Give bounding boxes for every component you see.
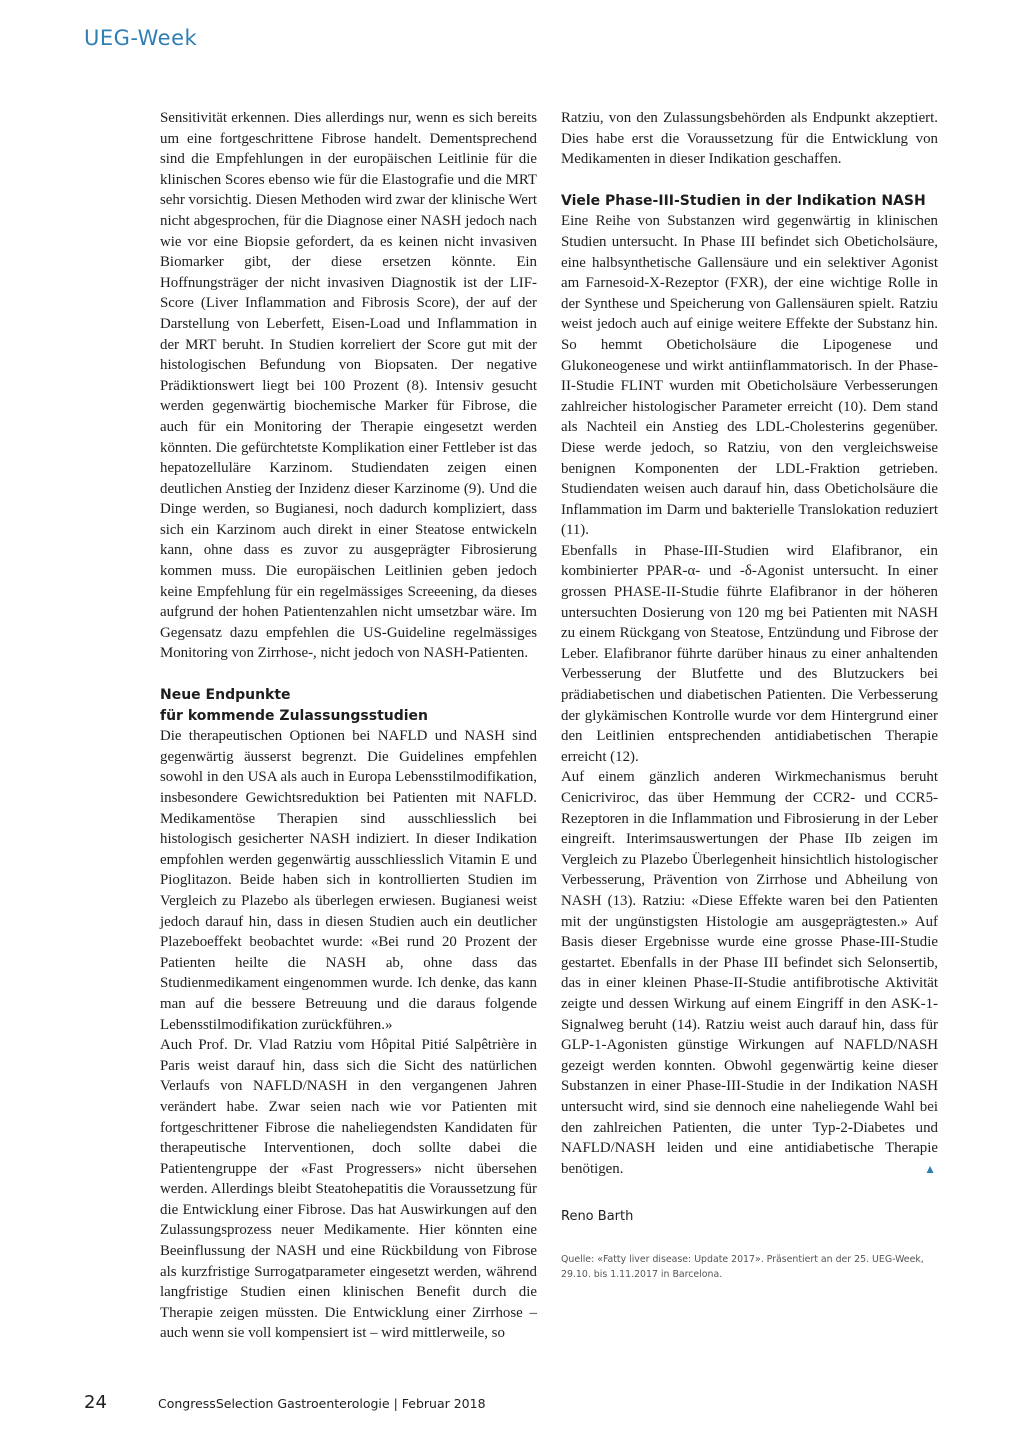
body-paragraph — [561, 767, 938, 1179]
author: Reno Barth — [561, 1209, 634, 1225]
body-paragraph: Sensitivität erkennen. Dies allerdings nur, wenn es sich bereits um eine fortgeschrittene Fibrose handelt. Dementsprechend sind die Empfehlungen in der europäischen Leitlinie für die klinischen Scores ebenso wie für die Elastografie und die MRT sehr vorsichtig. Diesen Methoden wird zwar der klinische Wert nicht abgesprochen, für die Diagnose einer NASH jedoch nach wie vor eine Biopsie gefordert, da es keinen nicht invasiven Biomarker gibt, der diese ersetzen könnte. Ein Hoffnungsträger der nicht invasiven Diagnostik ist der LIF-Score (Liver Inflammation and Fibrosis Score), der auf der Darstellung von Leberfett, Eisen-Load und Inflammation in der MRT beruht. In Studien korreliert der Score gut mit der histologischen Befundung von Biopsaten. Der negative Prädiktionswert liegt bei 100 Prozent (8). Intensiv gesucht werden gegenwärtig biochemische Marker für Fibrose, die auch für ein Monitoring der Therapie eingesetzt werden könnten. Die gefürchtetste Komplikation einer Fettleber ist das hepatozelluläre Karzinom. Studiendaten zeigen einen deutlichen Anstieg der Inzidenz dieser Karzinome (9). Und die Dinge werden, so Bugianesi, noch dadurch kompliziert, dass sich ein Karzinom auch direkt in einer Steatose entwickeln kann, ohne dass es zuvor zu ausgeprägter Fibrosierung kommen muss. Die europäischen Leitlinien geben jedoch keine Empfehlung für ein regelmässiges Screeening, da dieses aufgrund der hohen Patientenzahlen nicht umsetzbar wäre. Im Gegensatz dazu empfehlen die US-Guideline regelmässiges Monitoring von Zirrhose-, nicht jedoch von NASH-Patienten. — [160, 110, 537, 662]
right-column — [561, 108, 938, 1282]
source-note: Quelle: «Fatty liver disease: Update 2017». Präsentiert an der 25. UEG-Week, 29.10. bis 1.11.2017 in Barcelona. — [561, 1253, 924, 1280]
page-number: 24 — [84, 1392, 107, 1413]
section-heading-line1: Neue Endpunkte — [160, 687, 291, 704]
body-paragraph: Auch Prof. Dr. Vlad Ratziu vom Hôpital Pitié Salpêtrière in Paris weist darauf hin, dass sich die Sicht des natürlichen Verlaufs von NAFLD/NASH in den vergangenen Jahren verändert habe. Zwar seien nach wie vor Patienten mit fortgeschrittener Fibrose die naheliegendsten Kandidaten für therapeutische Interventionen, doch sollte dabei die Patientengruppe der «Fast Progressers» nicht übersehen werden. Allerdings bleibt Steatohepatitis die Voraussetzung für die Entwicklung einer Fibrose. Das hat Auswirkungen auf den Zulassungsprozess neuer Medikamente. Hier könnten eine Beeinflussung der NASH und eine Rückbildung von Fibrose als kurzfristige Surrogatparameter eingesetzt werden, während langfristige Studien einen klinischen Benefit durch die Therapie zeigen müssten. Die Entwicklung einer Zirrhose – auch wenn sie voll kompensiert ist – wird mittlerweile, so — [160, 1037, 537, 1342]
left-column — [160, 108, 537, 1344]
section-heading: Viele Phase-III-Studien in der Indikation NASH — [561, 192, 926, 209]
publication-footer: CongressSelection Gastroenterologie | Februar 2018 — [158, 1396, 486, 1411]
body-paragraph: Die therapeutischen Optionen bei NAFLD und NASH sind gegenwärtig äusserst begrenzt. Die Guidelines empfehlen sowohl in den USA als auch in Europa Lebensstilmodifikation, insbesondere Gewichtsreduktion bei Patienten mit NAFLD. Medikamentöse Therapien sind ausschliesslich bei histologisch gesicherter NASH indiziert. In dieser Indikation empfohlen werden gegenwärtig ausschliesslich Vitamin E und Pioglitazon. Beide haben sich in kontrollierten Studien im Vergleich zu Plazebo als überlegen erwiesen. Bugianesi weist jedoch darauf hin, dass in diesen Studien auch ein deutlicher Plazeboeffekt beobachtet wurde: «Bei rund 20 Prozent der Patienten heilte die NASH ab, ohne dass das Studienmedikament eingenommen wurde. Ich denke, das kann man auf die bessere Betreuung und die daraus folgende Lebensstilmodifikation zurückführen.» — [160, 728, 537, 1033]
body-paragraph: Eine Reihe von Substanzen wird gegenwärtig in klinischen Studien untersucht. In Phase III befindet sich Obeticholsäure, eine halbsynthetische Gallensäure und ein selektiver Agonist am Farnesoid-X-Rezeptor (FXR), der eine wichtige Rolle in der Synthese und Speicherung von Gallensäuren spielt. Ratziu weist jedoch auch auf einige weitere Effekte der Substanz hin. So hemmt Obeticholsäure die Lipogenese und Glukoneogenese und wirkt antiinflammatorisch. In der Phase-II-Studie FLINT wurden mit Obeticholsäure Verbesserungen zahlreicher histologischer Parameter erreicht (10). Dem stand als Nachteil ein Anstieg des LDL-Cholesterins gegenüber. Diese werde jedoch, so Ratziu, von den vergleichsweise benignen Komponenten der LDL-Fraktion getrieben. Studiendaten weisen auch darauf hin, dass Obeticholsäure die Inflammation im Darm und bakterielle Translokation reduziert (11). — [561, 213, 938, 539]
section-heading-line2: für kommende Zulassungsstudien — [160, 707, 429, 724]
body-paragraph: Ebenfalls in Phase-III-Studien wird Elafibranor, ein kombinierter PPAR-α- und -δ-Agonist untersucht. In einer grossen PHASE-II-Studie führte Elafibranor in der höheren untersuchten Dosierung von 120 mg bei Patienten mit NASH zu einem Rückgang von Steatose, Entzündung und Fibrose der Leber. Elafibranor führte darüber hinaus zu einer anhaltenden Verbesserung der Blutfette und des Blutzuckers bei prädiabetischen und diabetischen Patienten. Die Verbesserung der glykämischen Kontrolle wurde vor dem Hintergrund einer den Leitlinien entsprechenden antidiabetischen Therapie erreicht (12). — [561, 542, 938, 765]
end-marker-icon: ▲ — [924, 1161, 936, 1176]
spacer — [160, 664, 537, 685]
body-paragraph: Ratziu, von den Zulassungsbehörden als Endpunkt akzeptiert. Dies habe erst die Voraussetzung für die Entwicklung von Medikamenten in dieser Indikation geschaffen. — [561, 110, 938, 168]
body-paragraph-text: Auf einem gänzlich anderen Wirkmechanismus beruht Cenicriviroc, das über Hemmung der CCR2- und CCR5-Rezeptoren in die Inflammation und Fibrosierung in der Leber eingreift. Interimsauswertungen der Phase IIb zeigen im Vergleich zu Plazebo Überlegenheit hinsichtlich histologischer Verbesserung, Prävention von Zirrhose und Abheilung von NASH (13). Ratziu: «Diese Effekte waren bei den Patienten mit der ungünstigsten Histologie am ausgeprägtesten.» Auf Basis dieser Ergebnisse wurde eine grosse Phase-III-Studie gestartet. Ebenfalls in der Phase III befindet sich Selonsertib, das in einer kleinen Phase-II-Studie antifibrotische Aktivität zeigte und dessen Wirkung auf einem Eingriff in den ASK-1-Signalweg beruht (14). Ratziu weist auch darauf hin, dass für GLP-1-Agonisten günstige Wirkungen auf NAFLD/NASH gezeigt werden konnten. Obwohl gegenwärtig keine dieser Substanzen in einer Phase-III-Studie in der Indikation NASH untersucht wird, sind sie dennoch eine naheliegende Wahl bei den zahlreichen Patienten, die unter Typ-2-Diabetes und NAFLD/NASH leiden und eine antidiabetische Therapie benötigen. — [561, 769, 938, 1177]
spacer — [561, 170, 938, 191]
section-heading — [160, 685, 537, 726]
running-head: UEG-Week — [84, 26, 198, 50]
